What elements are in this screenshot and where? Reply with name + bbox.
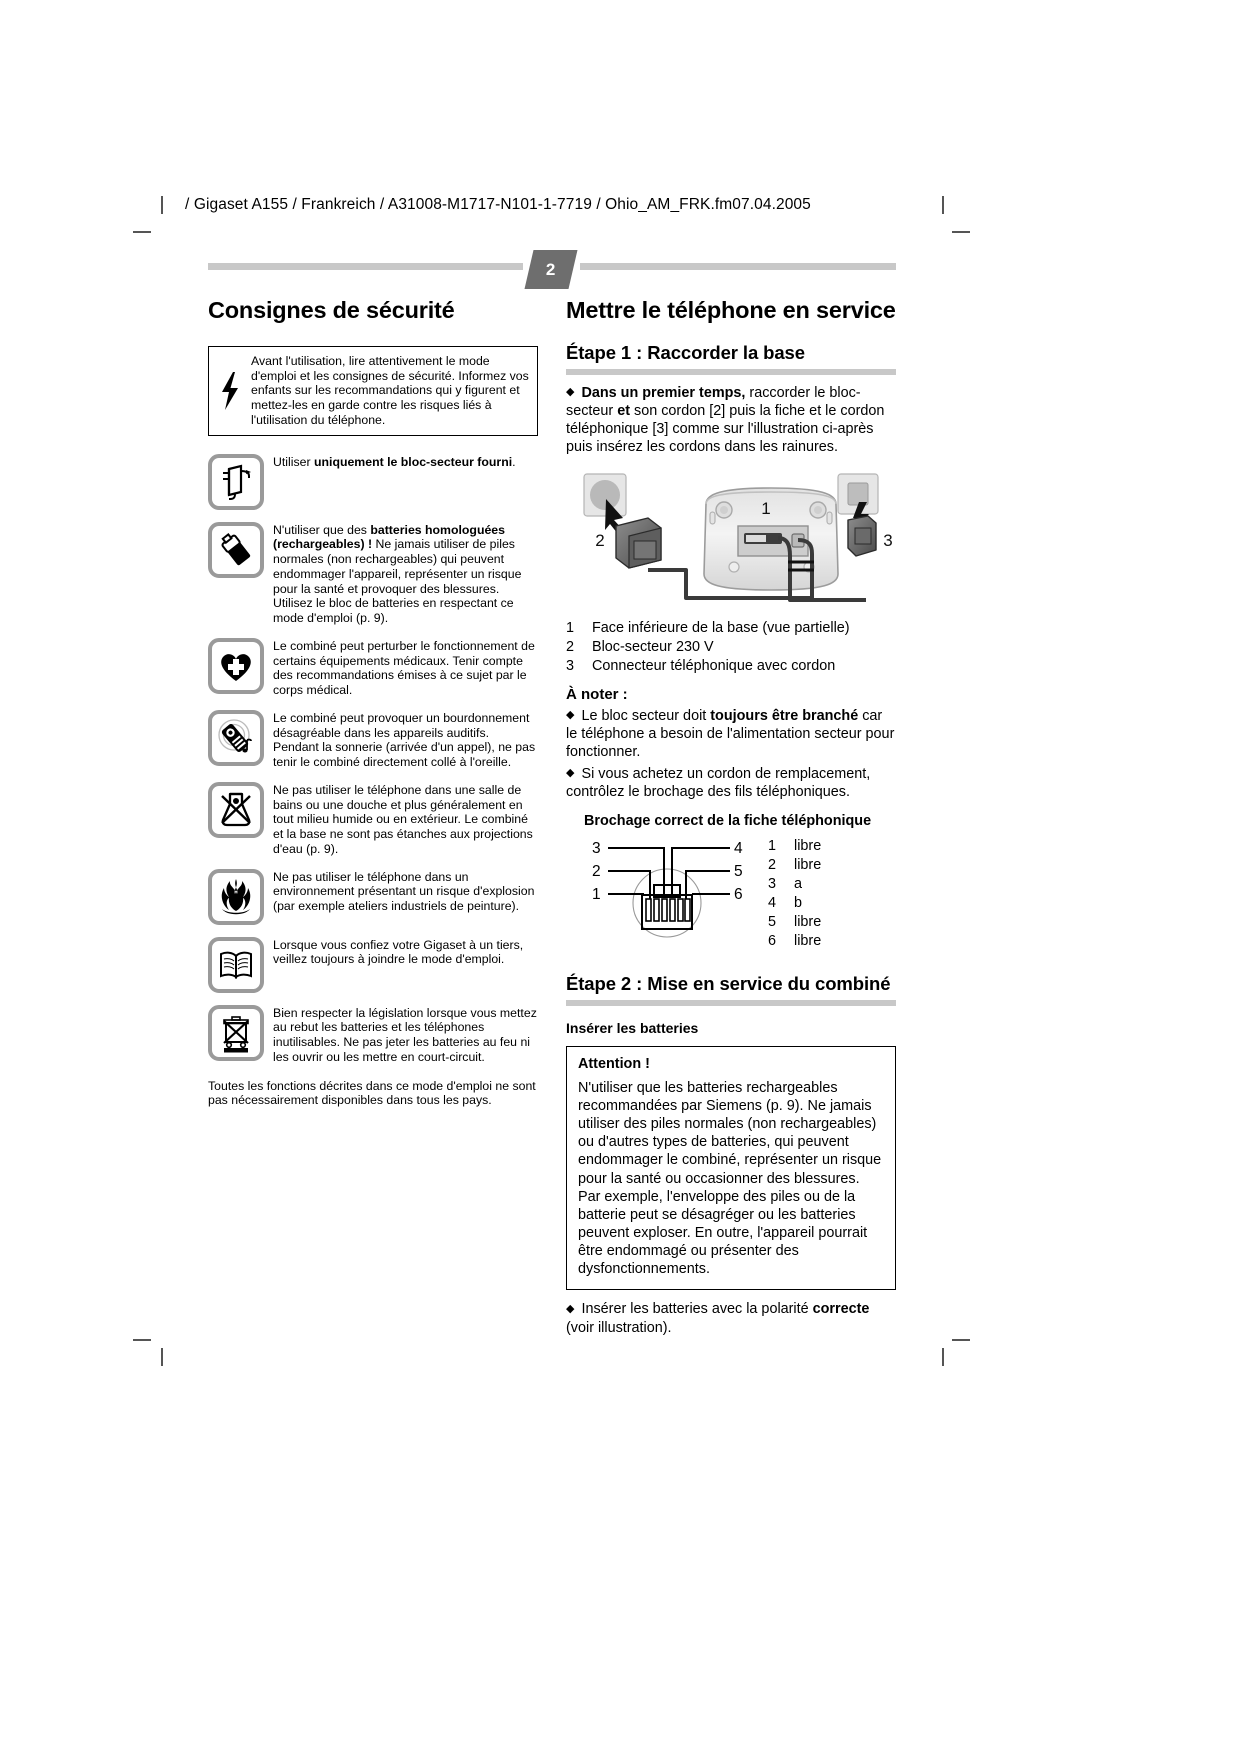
note-bullet-text: Si vous achetez un cordon de remplacement, contrôlez le brochage des fils téléphoniques.	[566, 765, 871, 801]
note-bullet	[566, 765, 896, 801]
crop-mark-bottom-right	[942, 1348, 944, 1366]
note-bullet	[566, 707, 896, 761]
safety-item-text: Bien respecter la législation lorsque vous mettez au rebut les batteries et les téléphones inutilisables. Ne pas jeter les batteries au feu ni les ouvrir ou les mettre en court-circuit.	[273, 1005, 537, 1064]
diamond-bullet-icon: ◆	[566, 386, 575, 399]
pin-assignment-row	[768, 875, 821, 894]
safety-item	[208, 937, 538, 993]
diamond-bullet-icon: ◆	[566, 709, 575, 722]
safety-item-text: Ne pas utiliser le téléphone dans une salle de bains ou une douche et plus généralement en tout milieu humide ou en extérieur. Le combiné et la base ne sont pas étanches aux projections d'eau (p. 9).	[273, 782, 533, 856]
safety-item	[208, 710, 538, 770]
safety-item	[208, 638, 538, 698]
crop-mark-bottom-left	[161, 1348, 163, 1366]
power-adapter-icon	[208, 454, 264, 510]
callout-2: 2	[595, 531, 605, 551]
base-connection-illustration	[566, 466, 896, 611]
lightning-bolt-icon	[213, 371, 247, 411]
safety-item	[208, 869, 538, 925]
crossed-out-wheelie-bin-icon	[208, 1005, 264, 1061]
safety-item-text: Le combiné peut provoquer un bourdonnement désagréable dans les appareils auditifs. Pendant la sonnerie (arrivée d'un appel), ne pas tenir le combiné directement collé à l'oreille.	[273, 710, 536, 770]
legend-number: 3	[566, 657, 575, 674]
pin-assignment-row	[768, 856, 821, 875]
safety-item	[208, 1005, 538, 1065]
battery-icon	[208, 522, 264, 578]
legend-number: 1	[566, 620, 575, 637]
note-bullet-text: Le bloc secteur doit toujours être branché car le téléphone a besoin de l'alimentation secteur pour fonctionner.	[566, 707, 895, 760]
running-header: / Gigaset A155 / Frankreich / A31008-M1717-N101-1-7719 / Ohio_AM_FRK.fm07.04.2005	[185, 196, 811, 213]
crop-mark-top-left	[161, 196, 163, 214]
attention-box	[566, 1046, 896, 1291]
pin-number: 2	[768, 856, 777, 873]
legend-label: Bloc-secteur 230 V	[592, 639, 714, 656]
pin-label-right-4: 4	[734, 839, 743, 857]
step2-final-bullet	[566, 1300, 896, 1336]
attention-title: Attention !	[578, 1055, 650, 1072]
diamond-bullet-icon: ◆	[566, 1302, 575, 1315]
callout-1: 1	[761, 499, 771, 519]
pin-value: libre	[794, 856, 822, 873]
crop-mark-top-right	[942, 196, 944, 214]
pin-number: 3	[768, 875, 777, 892]
step1-bullet-text: Dans un premier temps, raccorder le bloc-secteur et son cordon [2] puis la fiche et le cordon téléphonique [3] comme sur l'illustration ci-après puis insérez les cordons dans les rainures.	[566, 384, 885, 456]
pin-assignment-row	[768, 837, 821, 856]
legend-number: 2	[566, 639, 575, 656]
manual-book-icon	[208, 937, 264, 993]
pinout-area	[584, 837, 896, 951]
pin-value: libre	[794, 913, 822, 930]
explosion-risk-icon	[208, 869, 264, 925]
pin-value: a	[794, 875, 803, 892]
legend-item	[566, 619, 896, 638]
safety-item-text: Lorsque vous confiez votre Gigaset à un tiers, veillez toujours à joindre le mode d'emploi.	[273, 937, 524, 967]
attention-text: N'utiliser que les batteries rechargeables recommandées par Siemens (p. 9). Ne jamais utiliser des piles normales (non rechargeables) ou d'autres types de batteries, qui peuvent endommager le combiné, représenter un risque pour la santé ou occasionner des blessures. Par exemple, l'enveloppe des piles ou de la batterie peut se désagréger ou les batteries peuvent exploser. En outre, l'appareil pourrait être endommagé ou présenter des dysfonctionnements.	[578, 1079, 882, 1278]
heart-medical-icon	[208, 638, 264, 694]
reg-mark-top-left	[133, 231, 151, 233]
legend-label: Connecteur téléphonique avec cordon	[592, 657, 836, 674]
safety-item-text: N'utiliser que des batteries homologuées (rechargeables) ! Ne jamais utiliser de piles normales (non rechargeables) qui peuvent endommager l'appareil, représenter un risque pour la santé et provoquer des blessures. Utilisez le bloc de batteries en respectant ce mode d'emploi (p. 9).	[273, 522, 522, 626]
pin-label-left-3: 3	[592, 839, 601, 857]
note-heading: À noter :	[566, 685, 628, 703]
legend-item	[566, 638, 896, 657]
safety-item-text: Le combiné peut perturber le fonctionnement de certains équipements médicaux. Tenir compte des recommandations émises à ce sujet par le corps médical.	[273, 638, 535, 698]
safety-item-text: Ne pas utiliser le téléphone dans un environnement présentant un risque d'explosion (par exemple ateliers industriels de peinture).	[273, 869, 535, 914]
reg-mark-bottom-left	[133, 1339, 151, 1341]
right-column	[566, 298, 896, 1341]
pin-label-left-1: 1	[592, 885, 601, 903]
pin-value: libre	[794, 837, 822, 854]
pinout-diagram	[584, 837, 754, 951]
illustration-legend	[566, 619, 896, 675]
no-water-icon	[208, 782, 264, 838]
left-column	[208, 298, 538, 1108]
step2-final-bullet-text: Insérer les batteries avec la polarité correcte (voir illustration).	[566, 1301, 870, 1336]
legend-label: Face inférieure de la base (vue partielle)	[592, 620, 850, 637]
pin-number: 6	[768, 932, 777, 949]
page-number-badge	[524, 250, 577, 289]
hearing-aid-interference-icon	[208, 710, 264, 766]
diamond-bullet-icon: ◆	[566, 767, 575, 780]
pin-assignment-row	[768, 932, 821, 951]
reg-mark-bottom-right	[952, 1339, 970, 1341]
step2-subheading: Insérer les batteries	[566, 1019, 699, 1036]
pin-number: 1	[768, 837, 777, 854]
step2-heading: Étape 2 : Mise en service du combiné	[566, 972, 891, 994]
pin-value: libre	[794, 932, 822, 949]
pin-label-left-2: 2	[592, 862, 601, 880]
pin-assignment-list	[768, 837, 821, 951]
pin-number: 5	[768, 913, 777, 930]
page-title-safety: Consignes de sécurité	[208, 297, 455, 323]
page-title-setup: Mettre le téléphone en service	[566, 297, 896, 323]
step2-rule	[566, 1000, 896, 1006]
pin-number: 4	[768, 894, 777, 911]
header-rule-left	[208, 263, 523, 270]
pinout-title: Brochage correct de la fiche téléphonique	[584, 813, 872, 830]
warning-box-text: Avant l'utilisation, lire attentivement le mode d'emploi et les consignes de sécurité. Informez vos enfants sur les recommandations qui y figurent et mettez-les en garde contre les risques liés à l'utilisation du téléphone.	[251, 353, 529, 427]
safety-item	[208, 522, 538, 626]
reg-mark-top-right	[952, 231, 970, 233]
safety-item-text: Utiliser uniquement le bloc-secteur fourni.	[273, 454, 516, 469]
safety-item	[208, 454, 538, 510]
pin-assignment-row	[768, 913, 821, 932]
pin-label-right-6: 6	[734, 885, 743, 903]
safety-item	[208, 782, 538, 857]
closing-note: Toutes les fonctions décrites dans ce mode d'emploi ne sont pas nécessairement disponibles dans tous les pays.	[208, 1078, 536, 1108]
pin-value: b	[794, 894, 803, 911]
pin-label-right-5: 5	[734, 862, 743, 880]
callout-3: 3	[883, 531, 893, 551]
page-number-text: 2	[546, 259, 556, 279]
legend-item	[566, 657, 896, 676]
warning-box	[208, 346, 538, 436]
step1-rule	[566, 369, 896, 375]
step1-heading: Étape 1 : Raccorder la base	[566, 341, 805, 363]
pin-assignment-row	[768, 894, 821, 913]
step1-bullet	[566, 384, 896, 457]
header-rule-right	[580, 263, 896, 270]
